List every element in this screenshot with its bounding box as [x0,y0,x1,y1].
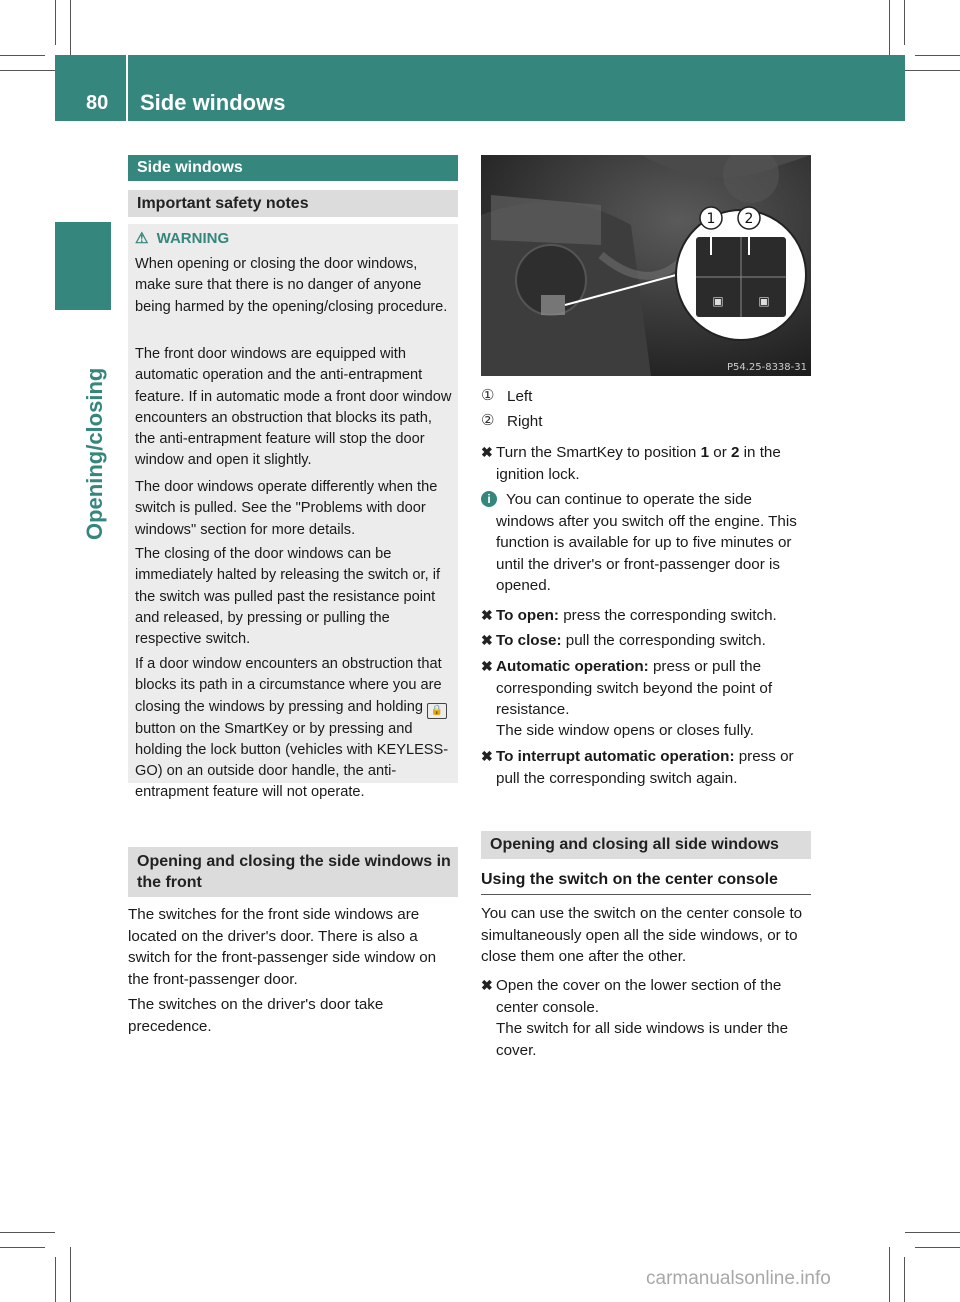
legend-mark-1: ① [481,387,495,404]
step-marker-icon: ✖ [481,632,493,648]
step-text-part: press the corresponding switch. [558,607,777,624]
page-number: 80 [86,92,109,114]
svg-text:▣: ▣ [712,294,724,308]
crop-mark [0,1247,45,1248]
door-switch-photo [481,155,811,376]
info-icon: i [481,491,497,507]
crop-mark [905,70,960,71]
step-label: To open: [496,607,559,624]
info-text: You can continue to operate the side windows after you switch off the engine. This function is available for up to five minutes or until the driver's or front-passenger door is opened. [496,491,797,594]
page-title: Side windows [140,90,286,115]
safety-notes-title: Important safety notes [128,190,458,217]
step-text-part: in the ignition lock. [496,444,781,483]
crop-mark [904,1257,905,1302]
crop-mark [0,1232,55,1233]
step-text-part: press or pull the corresponding switch again. [496,748,794,787]
step-text-part: pull the corresponding switch. [561,632,766,649]
all-windows-title: Opening and closing all side windows [481,831,811,859]
svg-text:▣: ▣ [758,294,770,308]
callout-1: 1 [706,211,716,227]
warning-paragraph: The closing of the door windows can be immediately halted by releasing the switch or, if the switch was pulled past the resistance point and released, by pressing or pulling the respective switch. [135,546,440,648]
warning-paragraph: The door windows operate differently when the switch is pulled. See the "Problems with door windows" section for more details. [135,479,438,538]
body-paragraph: The switches on the driver's door take precedence. [128,996,384,1035]
step-text-part: press or pull the corresponding switch beyond the point of resistance. [496,658,773,718]
section-title: Side windows [128,155,458,181]
figure-code: P54.25-8338-31 [726,362,807,373]
step-note: The switch for all side windows is under the cover. [496,1020,789,1059]
step-text [496,442,814,485]
crop-mark [0,55,45,56]
warning-paragraph: The front door windows are equipped with automatic operation and the anti-entrapment feature. If in automatic mode a front door window encounters an obstruction that blocks its path, the anti-entrapment feature will stop the door window and open it slightly. [135,346,452,469]
warning-triangle-icon: ⚠ [135,230,149,247]
crop-mark [55,1257,56,1302]
body-paragraph: You can use the switch on the center console to simultaneously open all the side windows, or to close them one after the other. [481,905,803,965]
legend-label: Right [507,413,543,430]
callout-2: 2 [744,211,754,227]
crop-mark [889,0,890,55]
step-marker-icon: ✖ [481,977,493,993]
step-marker-icon: ✖ [481,748,493,764]
warning-label: WARNING [156,230,230,247]
legend-label: Left [507,388,533,405]
crop-mark [905,1232,960,1233]
door-switch-illustration [481,155,811,376]
step-marker-icon: ✖ [481,444,493,460]
step-text [496,605,814,627]
legend-mark-2: ② [481,412,495,429]
crop-mark [0,70,55,71]
body-paragraph: The switches for the front side windows are located on the driver's door. There is also a switch for the front-passenger side window on the front-passenger door. [128,906,437,988]
console-subtitle-rule [481,894,811,895]
crop-mark [70,1247,71,1302]
step-text [496,630,814,652]
crop-mark [904,0,905,45]
warning-text: If a door window encounters an obstruction that blocks its path in a circumstance where you are closing the windows by pressing and holding [135,656,442,715]
warning-heading [135,229,229,247]
step-text: Open the cover on the lower section of the center console. [496,977,782,1016]
step-label: To interrupt automatic operation: [496,748,735,765]
step-text-part: Turn the SmartKey to position [496,444,701,461]
crop-mark [915,55,960,56]
lock-icon: 🔒 [427,703,447,719]
step-text [496,746,814,789]
watermark: carmanualsonline.info [646,1268,831,1289]
step-position: 2 [730,444,740,461]
step-note: The side window opens or closes fully. [496,722,755,739]
crop-mark [889,1247,890,1302]
crop-mark [70,0,71,55]
warning-text: button on the SmartKey or by pressing and holding the lock button (vehicles with KEYLESS-GO) on an outside door handle, the anti-entrapment feature will not operate. [135,720,449,801]
step-text [496,656,814,721]
front-windows-title: Opening and closing the side windows in the front [128,847,458,897]
step-marker-icon: ✖ [481,658,493,674]
console-subtitle: Using the switch on the center console [481,871,778,888]
step-label: To close: [496,632,562,649]
warning-paragraph: When opening or closing the door windows, make sure that there is no danger of anyone being harmed by the opening/closing procedure. [135,256,448,315]
crop-mark [915,1247,960,1248]
step-label: Automatic operation: [496,658,649,675]
header-divider [126,55,128,121]
warning-paragraph [135,654,453,804]
step-marker-icon: ✖ [481,607,493,623]
chapter-label: Opening/closing [82,367,107,540]
crop-mark [55,0,56,45]
switch-location [541,295,565,315]
step-position: 1 [700,444,710,461]
step-text-part: or [709,444,731,461]
